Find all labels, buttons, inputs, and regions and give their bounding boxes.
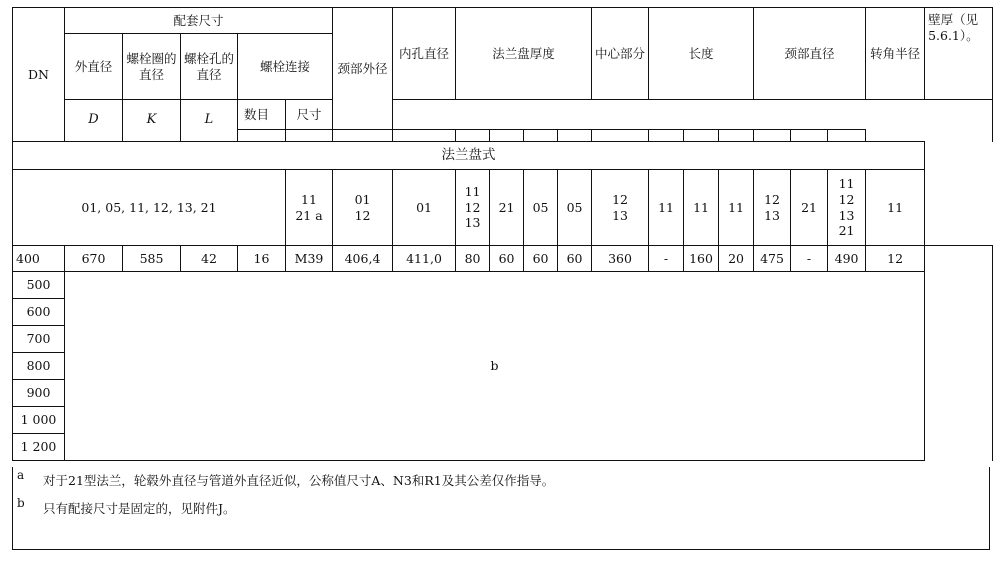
row400-C2: 60 <box>490 246 524 272</box>
row400-L: 42 <box>181 246 238 272</box>
symbol-spacer-N1 <box>719 130 754 142</box>
types-C3: 21 <box>490 170 524 246</box>
dn-header: DN <box>13 8 65 142</box>
dn-item: 800 <box>13 352 64 379</box>
row400-K: 585 <box>123 246 181 272</box>
row400-H3: 20 <box>719 246 754 272</box>
row400-dn: 400 <box>13 246 65 272</box>
types-C4: 05 <box>524 170 558 246</box>
symbol-spacer-B1 <box>333 130 393 142</box>
types-N3: 21 <box>791 170 828 246</box>
dn-list <box>13 272 65 461</box>
dn-item: 600 <box>13 298 64 325</box>
symbol-spacer-C2 <box>456 130 490 142</box>
row400-H1: - <box>649 246 684 272</box>
row400-center: 360 <box>592 246 649 272</box>
symbol-spacer-R1 <box>828 130 866 142</box>
types-H3: 11 <box>684 170 719 246</box>
footnote-b-text: 只有配接尺寸是固定的，见附件J。 <box>43 501 236 516</box>
dn-item: 1 200 <box>13 433 64 460</box>
flange-thickness-header: 法兰盘厚度 <box>456 8 592 100</box>
bore-header: 内孔直径 <box>393 8 456 100</box>
dimension-table <box>12 7 993 461</box>
types-H2: 11 <box>649 170 684 246</box>
bolt-connection-header: 螺栓连接 <box>238 34 333 100</box>
row400-count: 16 <box>238 246 286 272</box>
types-N2: 12 13 <box>754 170 791 246</box>
symbol-D: D <box>65 100 123 142</box>
merged-b-cell: b <box>65 272 925 461</box>
bolt-hole-header: 螺栓孔的直径 <box>181 34 238 100</box>
corner-radius-header: 转角半径 <box>866 8 925 100</box>
types-A-bottom: 21 <box>295 207 312 223</box>
row400-D: 670 <box>65 246 123 272</box>
types-H1: 12 13 <box>592 170 649 246</box>
symbol-spacer-C4 <box>524 130 558 142</box>
types-C2: 11 12 13 <box>456 170 490 246</box>
center-part-header: 中心部分 <box>592 8 649 100</box>
table-row <box>13 246 993 272</box>
symbol-spacer-N2 <box>754 130 791 142</box>
length-header: 长度 <box>649 8 754 100</box>
types-S: 11 <box>866 170 925 246</box>
symbol-spacer-H1 <box>592 130 649 142</box>
footnote-a-text: 对于21型法兰，轮毂外直径与管道外直径近似，公称值尺寸A、N3和R1及其公差仅作指导。 <box>43 473 555 488</box>
row400-A: 406,4 <box>333 246 393 272</box>
types-A-top: 11 <box>301 191 317 207</box>
dn-item: 1 000 <box>13 406 64 433</box>
dn-item: 900 <box>13 379 64 406</box>
symbol-spacer-C1 <box>393 130 456 142</box>
types-C1: 01 <box>393 170 456 246</box>
row400-N3: 490 <box>828 246 866 272</box>
types-B1: 01 12 <box>333 170 393 246</box>
types-A <box>286 170 333 246</box>
footnote-a <box>13 467 989 495</box>
symbol-spacer-N3 <box>791 130 828 142</box>
bolt-circle-header: 螺栓圈的直径 <box>123 34 181 100</box>
symbol-spacer-center <box>558 130 592 142</box>
bolt-count-header-cont <box>238 130 286 142</box>
neck-outer-header: 颈部外径 <box>333 8 393 130</box>
types-center: 05 <box>558 170 592 246</box>
row400-C1: 80 <box>456 246 490 272</box>
row400-B1: 411,0 <box>393 246 456 272</box>
dn-item: 700 <box>13 325 64 352</box>
bolt-size-header-cont <box>286 130 333 142</box>
symbol-spacer-C3 <box>490 130 524 142</box>
footnote-b-mark: b <box>17 496 25 510</box>
row400-N1: 475 <box>754 246 791 272</box>
dn-item: 500 <box>26 277 51 292</box>
row400-C4: 60 <box>558 246 592 272</box>
symbol-K: K <box>123 100 181 142</box>
symbol-spacer-H2 <box>649 130 684 142</box>
row400-R1: 12 <box>866 246 925 272</box>
outer-diameter-header: 外直径 <box>65 34 123 100</box>
wall-thickness-header: 壁厚（见5.6.1）。 <box>925 8 993 100</box>
types-A-mark: a <box>315 207 323 223</box>
flange-dimension-table <box>12 7 990 550</box>
bolt-count-header: 数目 <box>238 100 286 130</box>
fit-dimensions-header: 配套尺寸 <box>65 8 333 34</box>
row400-S-empty <box>925 246 993 461</box>
types-fit-dimensions: 01, 05, 11, 12, 13, 21 <box>13 170 286 246</box>
bolt-size-header: 尺寸 <box>286 100 333 130</box>
footnote-b <box>13 495 989 523</box>
symbol-L: L <box>181 100 238 142</box>
types-N1: 11 <box>719 170 754 246</box>
footnote-a-mark: a <box>17 468 25 482</box>
types-R1: 11 12 13 21 <box>828 170 866 246</box>
row400-H2: 160 <box>684 246 719 272</box>
row400-size: M39 <box>286 246 333 272</box>
symbol-spacer-H3 <box>684 130 719 142</box>
row400-N2: - <box>791 246 828 272</box>
section-title: 法兰盘式 <box>13 142 925 170</box>
row400-C3: 60 <box>524 246 558 272</box>
neck-diameter-header: 颈部直径 <box>754 8 866 100</box>
footnotes <box>12 467 990 550</box>
